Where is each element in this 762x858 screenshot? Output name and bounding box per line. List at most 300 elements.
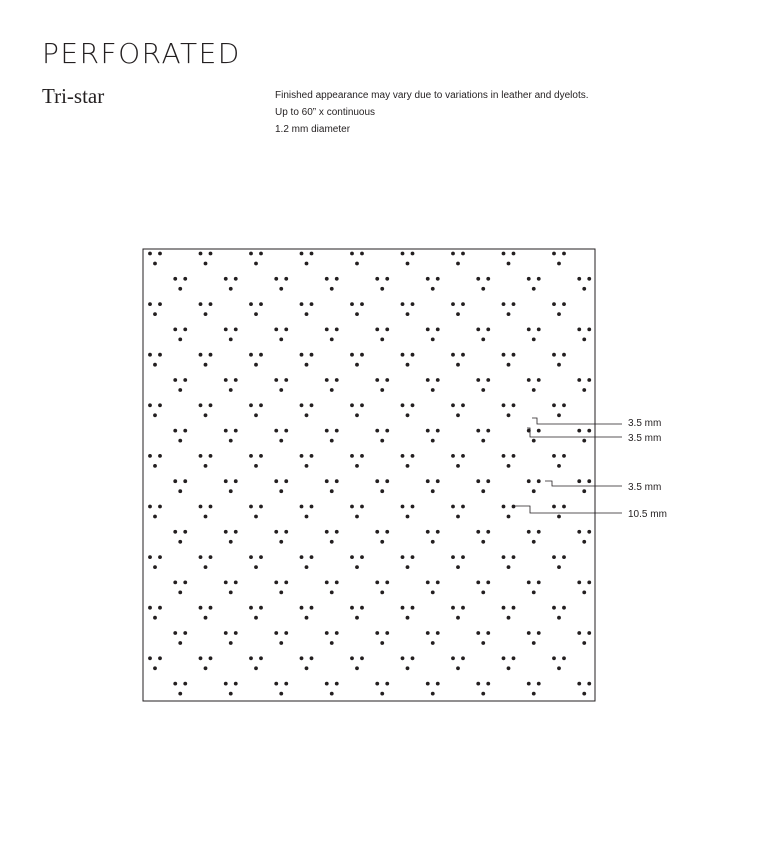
perforation-dot (133, 429, 137, 433)
perforation-dot (401, 252, 405, 256)
perforation-dot (310, 555, 314, 559)
perforation-dot (108, 302, 112, 306)
perforation-dot (254, 363, 258, 367)
perforation-dot (310, 505, 314, 509)
perforation-dot (486, 479, 490, 483)
perforation-dot (411, 707, 415, 711)
perforation-dot (375, 378, 379, 382)
perforation-dot (451, 555, 455, 559)
perforation-dot (254, 616, 258, 620)
perforation-dot (325, 631, 329, 635)
perforation-dot (284, 277, 288, 281)
perforation-dot (552, 555, 556, 559)
perforation-dot (249, 505, 253, 509)
perforation-dot (148, 403, 152, 407)
perforation-dot (335, 429, 339, 433)
perforation-dot (274, 479, 278, 483)
perforation-dot (330, 287, 334, 291)
perforation-dot (254, 515, 258, 519)
perforation-dot (507, 363, 511, 367)
perforation-dot (360, 555, 364, 559)
perforation-dot (426, 581, 430, 585)
perforation-dot (300, 302, 304, 306)
perforation-dot (310, 252, 314, 256)
perforation-dot (224, 581, 228, 585)
perforation-dot (360, 403, 364, 407)
perforation-dot (103, 616, 107, 620)
perforation-dot (507, 262, 511, 266)
perforation-dot (552, 353, 556, 357)
perforation-dot (512, 252, 516, 256)
perforation-dot (426, 429, 430, 433)
perforation-dot (128, 338, 132, 342)
perforation-dot (325, 378, 329, 382)
pattern-name: Tri-star (42, 84, 105, 108)
perforation-dot (613, 606, 617, 610)
perforation-dot (355, 616, 359, 620)
perforation-dot (532, 388, 536, 392)
perforation-dot (481, 287, 485, 291)
perforation-dot (178, 287, 182, 291)
perforation-dot (603, 505, 607, 509)
perforation-dot (577, 429, 581, 433)
perforation-dot (234, 479, 238, 483)
perforation-dot (108, 353, 112, 357)
perforation-dot (300, 454, 304, 458)
perforation-dot (360, 656, 364, 660)
perforation-dot (209, 403, 213, 407)
perforation-dot (608, 515, 612, 519)
perforation-dot (456, 717, 460, 721)
perforation-dot (204, 312, 208, 316)
perforation-dot (199, 656, 203, 660)
perforation-dot (587, 581, 591, 585)
perforation-dot (481, 641, 485, 645)
perforation-dot (385, 530, 389, 534)
perforation-dot (552, 403, 556, 407)
perforation-dot (502, 454, 506, 458)
perforation-dot (582, 641, 586, 645)
perforation-dot (183, 479, 187, 483)
perforation-dot (582, 489, 586, 493)
perforation-dot (173, 682, 177, 686)
perforation-dot (148, 454, 152, 458)
perforation-dot (300, 656, 304, 660)
perforation-dot (481, 338, 485, 342)
perforation-dot (300, 403, 304, 407)
perforation-dot (507, 666, 511, 670)
perforation-dot (401, 505, 405, 509)
perforation-dot (209, 353, 213, 357)
perforation-dot (350, 606, 354, 610)
perforation-dot (178, 641, 182, 645)
perforation-dot (98, 505, 102, 509)
perforation-dot (305, 616, 309, 620)
perforation-dot (587, 378, 591, 382)
perforation-dot (330, 388, 334, 392)
perforation-dot (209, 454, 213, 458)
perforation-dot (310, 403, 314, 407)
perforation-dot (527, 328, 531, 332)
perforation-dot (385, 631, 389, 635)
perforation-dot (183, 581, 187, 585)
perforation-dot (527, 581, 531, 585)
perforation-dot (476, 530, 480, 534)
perforation-dot (507, 717, 511, 721)
perforation-dot (204, 413, 208, 417)
perforation-dot (108, 606, 112, 610)
perforation-dot (436, 429, 440, 433)
perforation-dot (108, 707, 112, 711)
perforation-dot (123, 378, 127, 382)
perforation-dot (557, 363, 561, 367)
perforation-dot (552, 454, 556, 458)
perforation-dot (234, 378, 238, 382)
perforation-dot (284, 479, 288, 483)
perforation-dot (608, 616, 612, 620)
perforation-dot (173, 378, 177, 382)
perforation-dot (234, 277, 238, 281)
perforation-dot (582, 692, 586, 696)
perforation-dot (613, 555, 617, 559)
perforation-dot (380, 692, 384, 696)
perforation-dot (234, 530, 238, 534)
perforation-dot (350, 656, 354, 660)
perforation-dot (224, 631, 228, 635)
perforation-dot (183, 631, 187, 635)
perforation-dot (502, 252, 506, 256)
perforation-dot (582, 439, 586, 443)
perforation-dot (451, 454, 455, 458)
perforation-dot (229, 591, 233, 595)
perforation-dot (300, 606, 304, 610)
perforation-dot (249, 302, 253, 306)
perforation-dot (512, 555, 516, 559)
perforation-dot (426, 631, 430, 635)
perforation-dot (451, 606, 455, 610)
perforation-dot (330, 489, 334, 493)
perforation-dot (178, 439, 182, 443)
perforation-dot (108, 403, 112, 407)
perforation-dot (461, 707, 465, 711)
perforation-dot (209, 302, 213, 306)
perforation-dot (502, 656, 506, 660)
perforation-dot (173, 479, 177, 483)
perforation-dot (209, 505, 213, 509)
perforation-dot (173, 631, 177, 635)
perforation-dot (335, 631, 339, 635)
perforation-dot (385, 328, 389, 332)
perforation-dot (249, 403, 253, 407)
perforation-dot (183, 277, 187, 281)
perforation-dot (305, 262, 309, 266)
perforation-dot (153, 262, 157, 266)
perforation-dot (406, 262, 410, 266)
perforation-dot (461, 555, 465, 559)
perforation-dot (486, 631, 490, 635)
perforation-dot (103, 312, 107, 316)
perforation-dot (284, 631, 288, 635)
perforation-dot (476, 277, 480, 281)
perforation-dot (502, 707, 506, 711)
perforation-dot (108, 454, 112, 458)
perforation-dot (153, 413, 157, 417)
perforation-dot (385, 429, 389, 433)
perforation-dot (234, 429, 238, 433)
perforation-dot (234, 682, 238, 686)
perforation-dot (103, 717, 107, 721)
perforation-dot (199, 302, 203, 306)
perforation-dot (385, 682, 389, 686)
perforation-dot (199, 252, 203, 256)
perforation-dot (385, 581, 389, 585)
perforation-dot (532, 540, 536, 544)
perforation-dot (103, 565, 107, 569)
perforation-dot (310, 454, 314, 458)
perforation-dot (204, 262, 208, 266)
perforation-dot (153, 464, 157, 468)
perforation-dot (133, 530, 137, 534)
perforation-dot (259, 656, 263, 660)
perforation-dot (123, 682, 127, 686)
perforation-dot (209, 252, 213, 256)
perforation-dot (305, 363, 309, 367)
perforation-dot (325, 429, 329, 433)
perforation-dot (98, 252, 102, 256)
perforation-dot (613, 302, 617, 306)
perforation-dot (502, 302, 506, 306)
perforation-dot (158, 454, 162, 458)
perforation-dot (411, 252, 415, 256)
perforation-dot (426, 277, 430, 281)
perforation-dot (183, 328, 187, 332)
perforation-dot (355, 666, 359, 670)
perforation-dot (355, 464, 359, 468)
perforation-dot (249, 353, 253, 357)
perforation-dot (224, 682, 228, 686)
perforation-dot (158, 606, 162, 610)
perforation-dot (587, 530, 591, 534)
perforation-dot (582, 338, 586, 342)
perforation-dot (128, 540, 132, 544)
perforation-dot (330, 641, 334, 645)
perforation-dot (431, 388, 435, 392)
perforation-dot (461, 252, 465, 256)
perforation-dot (279, 489, 283, 493)
perforation-dot (98, 555, 102, 559)
perforation-dot (355, 262, 359, 266)
perforation-dot (148, 656, 152, 660)
perforation-dot (330, 591, 334, 595)
perforation-dot (562, 707, 566, 711)
perforation-dot (380, 388, 384, 392)
perforation-dot (426, 328, 430, 332)
perforation-dot (406, 413, 410, 417)
perforation-dot (173, 328, 177, 332)
perforation-dot (385, 378, 389, 382)
perforation-dot (375, 429, 379, 433)
perforation-dot (305, 515, 309, 519)
perforation-dot (481, 489, 485, 493)
perforation-dot (229, 692, 233, 696)
perforation-dot (411, 505, 415, 509)
perforation-dot (183, 530, 187, 534)
perforation-dot (577, 378, 581, 382)
perforation-dot (148, 252, 152, 256)
perforation-dot (148, 505, 152, 509)
perforation-dot (98, 302, 102, 306)
perforation-dot (486, 328, 490, 332)
perforation-dot (98, 606, 102, 610)
perforation-dot (229, 388, 233, 392)
perforation-dot (279, 287, 283, 291)
perforation-dot (274, 682, 278, 686)
perforation-dot (350, 302, 354, 306)
perforation-dot (204, 616, 208, 620)
perforation-dot (613, 252, 617, 256)
perforation-dot (300, 353, 304, 357)
perforation-dot (577, 479, 581, 483)
perforation-dot (380, 439, 384, 443)
perforation-dot (355, 565, 359, 569)
perforation-dot (330, 540, 334, 544)
perforation-dot (502, 606, 506, 610)
perforation-dot (577, 328, 581, 332)
perforation-dot (401, 302, 405, 306)
perforation-dot (512, 353, 516, 357)
perforation-dot (310, 656, 314, 660)
perforation-dot (375, 328, 379, 332)
perforation-dot (274, 378, 278, 382)
perforation-dot (128, 287, 132, 291)
perforation-dot (158, 555, 162, 559)
perforation-dot (204, 666, 208, 670)
perforation-dot (552, 606, 556, 610)
perforation-dot (350, 555, 354, 559)
perforation-dot (502, 403, 506, 407)
perforation-dot (173, 581, 177, 585)
perforation-dot (133, 378, 137, 382)
perforation-dot (456, 565, 460, 569)
perforation-dot (350, 403, 354, 407)
perforation-dot (305, 413, 309, 417)
perforation-dot (158, 505, 162, 509)
perforation-dot (587, 429, 591, 433)
perforation-dot (158, 353, 162, 357)
perforation-dot (229, 641, 233, 645)
perforation-dot (401, 403, 405, 407)
perforation-dot (507, 413, 511, 417)
perforation-dot (335, 530, 339, 534)
perforation-dot (178, 591, 182, 595)
perforation-dot (310, 606, 314, 610)
perforation-dot (557, 464, 561, 468)
perforation-dot (456, 616, 460, 620)
perforation-dot (603, 302, 607, 306)
perforation-dot (613, 353, 617, 357)
perforation-dot (577, 530, 581, 534)
perforation-dot (603, 454, 607, 458)
perforation-dot (486, 682, 490, 686)
perforation-dot (259, 606, 263, 610)
perforation-dot (350, 505, 354, 509)
perforation-dot (527, 277, 531, 281)
perforation-dot (128, 388, 132, 392)
perforation-dot (375, 581, 379, 585)
perforation-dot (153, 515, 157, 519)
perforation-dot (108, 656, 112, 660)
perforation-dot (284, 328, 288, 332)
perforation-dot (537, 277, 541, 281)
perforation-dot (183, 429, 187, 433)
perforation-dot (300, 252, 304, 256)
perforation-dot (532, 287, 536, 291)
perforation-dot (199, 505, 203, 509)
perforation-dot (512, 656, 516, 660)
perforation-dot (436, 378, 440, 382)
perforation-dot (158, 656, 162, 660)
perforation-dot (103, 262, 107, 266)
perforation-dot (355, 363, 359, 367)
perforation-dot (274, 328, 278, 332)
perforation-dot (507, 312, 511, 316)
perforation-dot (577, 277, 581, 281)
perforation-dot (224, 328, 228, 332)
perforation-dot (158, 302, 162, 306)
perforation-dot (608, 464, 612, 468)
perforation-dot (224, 429, 228, 433)
perforation-dot (401, 656, 405, 660)
perforation-dot (148, 353, 152, 357)
perforation-dot (562, 505, 566, 509)
perforation-dot (123, 581, 127, 585)
perforation-dot (603, 353, 607, 357)
perforation-dot (173, 429, 177, 433)
perforation-dot (249, 707, 253, 711)
perforation-dot (279, 540, 283, 544)
perforation-dot (153, 363, 157, 367)
perforation-dot (350, 454, 354, 458)
perforation-dot (128, 591, 132, 595)
perforation-dot (209, 555, 213, 559)
perforation-dot (456, 312, 460, 316)
perforation-dot (411, 606, 415, 610)
perforation-dot (254, 717, 258, 721)
perforation-dot (406, 464, 410, 468)
perforation-dot (613, 403, 617, 407)
perforation-dot (355, 312, 359, 316)
perforation-dot (158, 707, 162, 711)
perforation-dot (128, 439, 132, 443)
perforation-dot (380, 540, 384, 544)
perforation-dot (254, 464, 258, 468)
perforation-dot (582, 540, 586, 544)
perforation-dot (507, 616, 511, 620)
perforation-dot (259, 555, 263, 559)
perforation-dot (310, 302, 314, 306)
perforation-dot (401, 707, 405, 711)
perforation-dot (613, 707, 617, 711)
perforation-dot (103, 363, 107, 367)
perforation-dot (481, 540, 485, 544)
perforation-dot (148, 606, 152, 610)
perforation-dot (360, 302, 364, 306)
perforation-dot (148, 302, 152, 306)
perforation-dot (360, 353, 364, 357)
perforation-dot (476, 429, 480, 433)
perforation-dot (254, 262, 258, 266)
perforation-dot (98, 707, 102, 711)
